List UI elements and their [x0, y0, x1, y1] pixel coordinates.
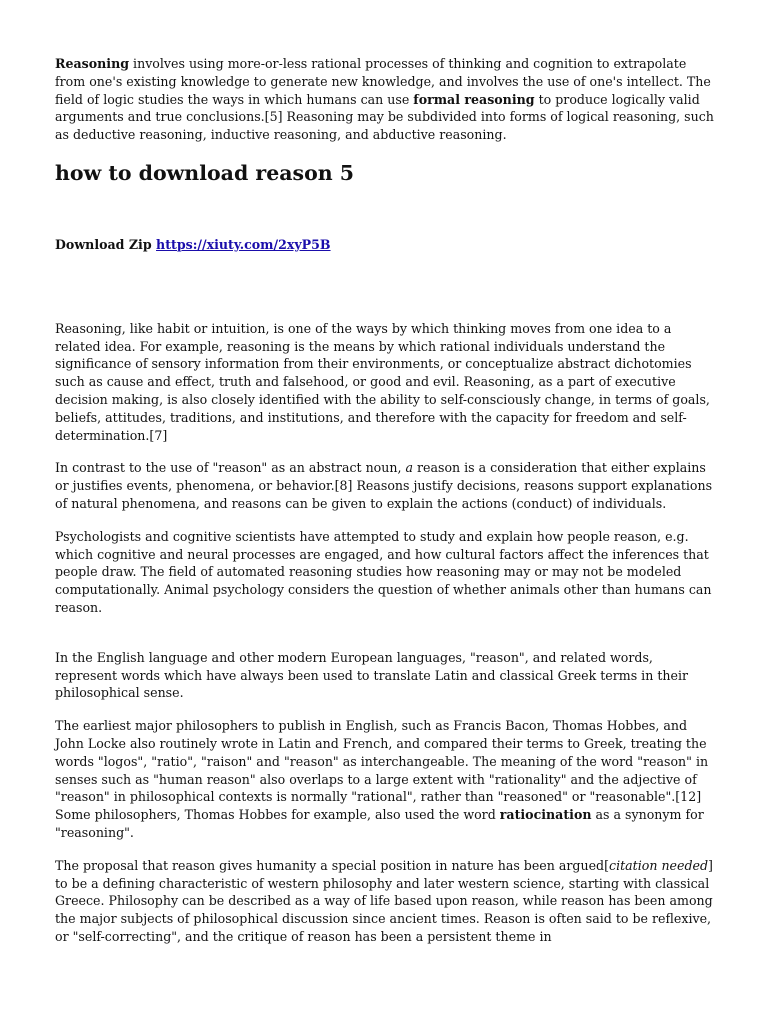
term-reasoning: Reasoning: [55, 56, 130, 71]
article-body: [55, 55, 715, 946]
p7-text-after: ] to be a defining characteristic of western philosophy and later western science, starting with classical Greece. Philosophy can be described as a way of life based upon reason, while reason has been among the major subjects of philosophical discussion since ancient times. Reason is often said to be reflexive, or "self-correcting", and the critique of reason has been a persistent theme in: [55, 857, 713, 944]
p6-text-after: as a synonym for "reasoning".: [55, 807, 704, 840]
p3-italic-a: a: [405, 460, 414, 476]
term-ratiocination: ratiocination: [499, 807, 592, 823]
download-line: [55, 236, 715, 254]
p6-text-before: The earliest major philosophers to publish in English, such as Francis Bacon, Thomas Hobbes, and John Locke also routinely wrote in Latin and French, and compared their terms to Greek, treating the words "logos", "ratio", "raison" and "reason" as interchangeable. The meaning of the word "reason" in senses such as "human reason" also overlaps to a large extent with "rationality" and the adjective of "reason" in philosophical contexts is normally "rational", rather than "reasoned" or "reasonable".[12] Some philosophers, Thomas Hobbes for example, also used the word: [55, 718, 709, 823]
intro-text-1: involves using more-or-less rational processes of thinking and cognition to extrapolate from one's existing knowledge to generate new knowledge, and involves the use of one's intellect. The field of logic studies the ways in which humans can use: [55, 56, 711, 107]
p3-text-after: reason is a consideration that either explains or justifies events, phenomena, or behavior.[8] Reasons justify decisions, reasons support explanations of natural phenomena, and reasons can be given to explain the actions (conduct) of individuals.: [55, 460, 713, 511]
intro-paragraph: [55, 55, 715, 144]
intro-text-2: to produce logically valid arguments and true conclusions.[5] Reasoning may be subdivided into forms of logical reasoning, such as deductive reasoning, inductive reasoning, and abductive reasoning.: [55, 91, 714, 143]
paragraph-psychologists: Psychologists and cognitive scientists have attempted to study and explain how people reason, e.g. which cognitive and neural processes are engaged, and how cultural factors affect the inferences that people draw. The field of automated reasoning studies how reasoning may or may not be modeled computationally. Animal psychology considers the question of whether animals other than humans can reason.: [55, 528, 712, 615]
paragraph-habit-intuition: Reasoning, like habit or intuition, is one of the ways by which thinking moves from one idea to a related idea. For example, reasoning is the means by which rational individuals understand the significance of sensory information from their environments, or conceptualize abstract dichotomies such as cause and effect, truth and falsehood, or good and evil. Reasoning, as a part of executive decision making, is also closely identified with the ability to self-consciously change, in terms of goals, beliefs, attitudes, traditions, and institutions, and therefore with the capacity for freedom and self-determination.[7]: [55, 320, 710, 443]
download-link[interactable]: https://xiuty.com/2xyP5B: [156, 236, 331, 252]
paragraph-abstract-noun: [55, 459, 715, 512]
page-title: how to download reason 5: [55, 160, 355, 185]
paragraph-english-language: In the English language and other modern European languages, "reason", and related words, represent words which have always been used to translate Latin and classical Greek terms in their philosophical sense.: [55, 649, 688, 701]
term-formal-reasoning: formal reasoning: [413, 91, 535, 107]
p7-text-before: The proposal that reason gives humanity a special position in nature has been argued[: [55, 857, 610, 873]
paragraph-earliest-philosophers: [55, 717, 715, 842]
p3-text-before: In contrast to the use of "reason" as an abstract noun,: [55, 460, 406, 476]
citation-needed: citation needed: [609, 857, 709, 873]
download-label: Download Zip: [55, 236, 152, 252]
paragraph-special-position: [55, 857, 715, 946]
